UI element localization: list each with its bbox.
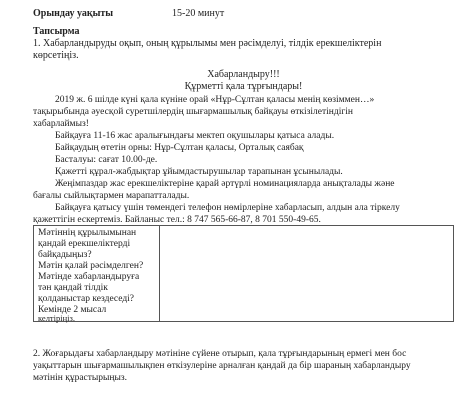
- announcement-p1-line2: тақырыбында әуесқой суретшілердің шығармашылық байқауы өткізілетіндігін: [33, 107, 353, 117]
- announcement-p1-line1: 2019 ж. 6 шілде күні қала күніне орай «Нұр-Сұлтан қаласы менің көзіммен…»: [55, 95, 375, 105]
- announcement-winners-line2: бағалы сыйлықтармен марапатталады.: [33, 191, 190, 201]
- question-line: Мәтінде хабарландыруға: [38, 272, 140, 282]
- announcement-winners-line1: Жеңімпаздар жас ерекшеліктеріне қарай әртүрлі номинацияларда анықталады және: [55, 179, 395, 189]
- questions-table: [33, 225, 454, 322]
- announcement-start: Басталуы: сағат 10.00-де.: [55, 155, 158, 165]
- time-label: Орындау уақыты: [33, 8, 114, 19]
- announcement-p1-line3: хабарлаймыз!: [33, 119, 89, 129]
- question-line: Мәтіннің құрылымынан: [38, 228, 137, 238]
- announcement-contact-line2: қажеттігін ескертеміз. Байланыс тел.: 8 747 565-66-87, 8 701 550-49-65.: [33, 215, 321, 225]
- announcement-place: Байқаудың өтетін орны: Нұр-Сұлтан қаласы, Орталық саябақ: [55, 143, 304, 153]
- task1-line1: 1. Хабарландыруды оқып, оның құрылымы мен рәсімделуі, тілдік ерекшеліктерін: [33, 38, 382, 49]
- question-line: тән қандай тілдік: [38, 283, 108, 293]
- task1-line2: көрсетіңіз.: [33, 50, 79, 61]
- time-value: 15-20 минут: [172, 8, 225, 19]
- question-line: қандай ерекшеліктерді: [38, 239, 131, 249]
- question-line: Кемінде 2 мысал: [38, 305, 107, 315]
- table-column-divider: [159, 226, 160, 321]
- announcement-age: Байқауға 11-16 жас аралығындағы мектеп оқушылары қатыса алады.: [55, 131, 335, 141]
- task-heading: Тапсырма: [33, 26, 80, 37]
- announcement-title: Хабарландыру!!!: [207, 69, 280, 80]
- task2-line1: 2. Жоғарыдағы хабарландыру мәтініне сүйене отырып, қала тұрғындарының ермегі мен бос: [33, 349, 407, 359]
- announcement-tools: Қажетті құрал-жабдықтар ұйымдастырушылар тарапынан ұсынылады.: [55, 167, 343, 177]
- task2-line2: уақыттарын шығармашылықпен өткізулеріне арналған қандай да бір шараның хабарландыру: [33, 361, 411, 371]
- question-line: байқадыңыз?: [38, 250, 92, 260]
- task2-line3: мәтінін құрастырыңыз.: [33, 373, 128, 383]
- question-line: келтіріңіз.: [38, 313, 76, 323]
- question-line: Мәтін қалай рәсімделген?: [38, 261, 144, 271]
- announcement-contact-line1: Байқауға қатысу үшін төмендегі телефон нөмірлеріне хабарласып, алдын ала тіркелу: [55, 203, 400, 213]
- question-line: қолданыстар кездеседі?: [38, 294, 135, 304]
- announcement-greeting: Құрметті қала тұрғындары!: [184, 81, 303, 92]
